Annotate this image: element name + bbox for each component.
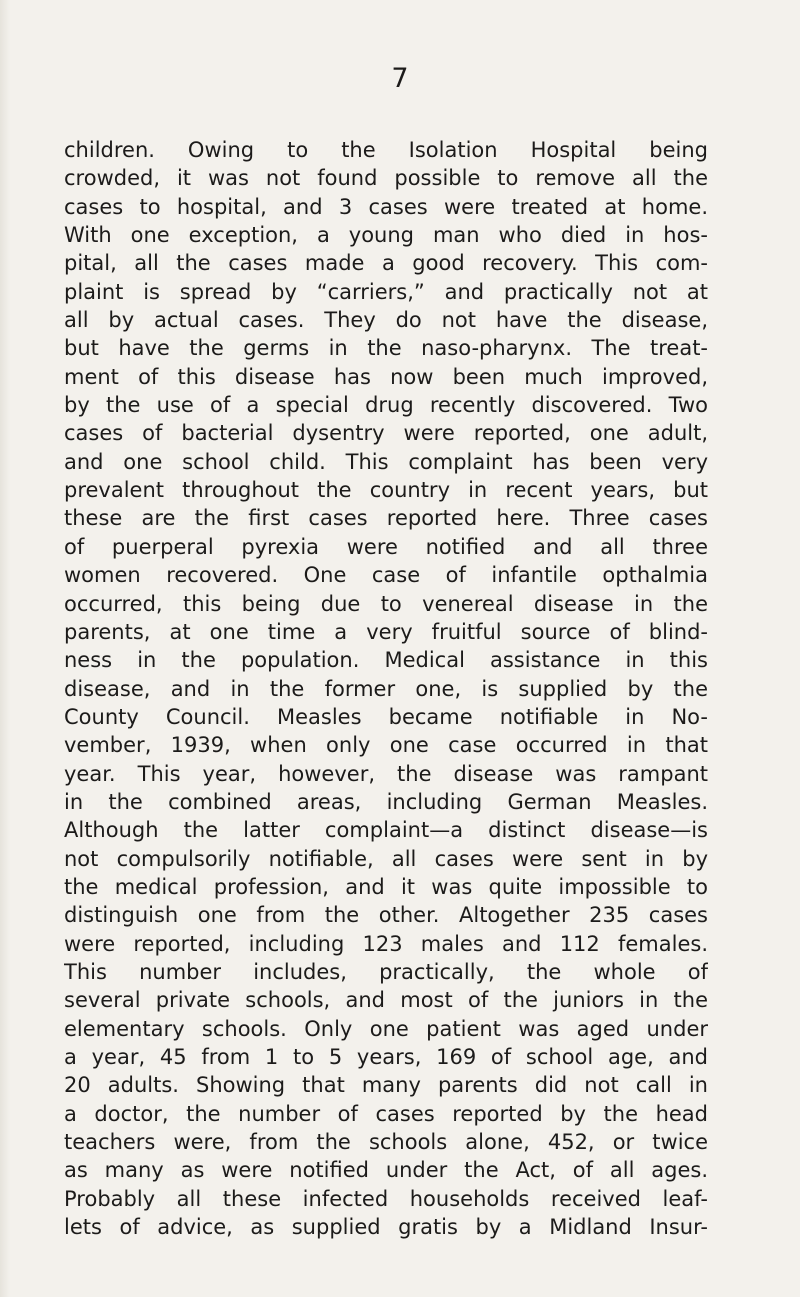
text-line: plaint is spread by “carriers,” and practically not at	[64, 279, 708, 304]
text-line: and one school child. This complaint has been very	[64, 449, 708, 474]
text-line: distinguish one from the other. Altogether 235 cases	[64, 903, 708, 928]
body-text	[64, 136, 708, 1241]
text-line: cases of bacterial dysentry were reported, one adult,	[64, 421, 708, 446]
text-line: by the use of a special drug recently discovered. Two	[64, 393, 708, 418]
text-line: elementary schools. Only one patient was aged under	[64, 1016, 708, 1041]
text-line: women recovered. One case of infantile opthalmia	[64, 563, 708, 588]
text-line: year. This year, however, the disease was rampant	[64, 761, 708, 786]
text-line: This number includes, practically, the whole of	[64, 959, 708, 984]
text-line: 20 adults. Showing that many parents did not call in	[64, 1073, 708, 1098]
text-line: in the combined areas, including German Measles.	[64, 789, 708, 814]
text-line: parents, at one time a very fruitful source of blind-	[64, 619, 708, 644]
page-edge-shadow	[0, 0, 10, 1297]
text-line: teachers were, from the schools alone, 452, or twice	[64, 1130, 708, 1155]
text-line: Probably all these infected households received leaf-	[64, 1186, 708, 1211]
text-line: With one exception, a young man who died in hos-	[64, 223, 708, 248]
text-line: ment of this disease has now been much improved,	[64, 364, 708, 389]
text-line: vember, 1939, when only one case occurred in that	[64, 733, 708, 758]
text-line: disease, and in the former one, is supplied by the	[64, 676, 708, 701]
text-line: but have the germs in the naso-pharynx. The treat-	[64, 336, 708, 361]
text-line: crowded, it was not found possible to remove all the	[64, 166, 708, 191]
text-line: children. Owing to the Isolation Hospital being	[64, 138, 708, 162]
text-line: pital, all the cases made a good recovery. This com-	[64, 251, 708, 276]
text-line: as many as were notified under the Act, of all ages.	[64, 1158, 708, 1183]
text-line: all by actual cases. They do not have the disease,	[64, 308, 708, 333]
text-line: were reported, including 123 males and 112 females.	[64, 931, 708, 956]
text-line: these are the first cases reported here. Three cases	[64, 506, 708, 531]
page-number: 7	[391, 63, 409, 94]
text-line: lets of advice, as supplied gratis by a Midland Insur-	[64, 1215, 708, 1240]
text-line: cases to hospital, and 3 cases were treated at home.	[64, 194, 708, 219]
text-line: Although the latter complaint—a distinct disease—is	[64, 818, 708, 843]
text-line: of puerperal pyrexia were notified and all three	[64, 534, 708, 559]
text-line: occurred, this being due to venereal disease in the	[64, 591, 708, 616]
text-line: prevalent throughout the country in recent years, but	[64, 478, 708, 503]
text-line: County Council. Measles became notifiable in No-	[64, 704, 708, 729]
text-line: a year, 45 from 1 to 5 years, 169 of school age, and	[64, 1045, 708, 1069]
text-line: several private schools, and most of the juniors in the	[64, 988, 708, 1013]
text-line: not compulsorily notifiable, all cases were sent in by	[64, 846, 708, 871]
text-line: a doctor, the number of cases reported by the head	[64, 1101, 708, 1126]
text-line: the medical profession, and it was quite impossible to	[64, 874, 708, 899]
text-line: ness in the population. Medical assistance in this	[64, 648, 708, 673]
